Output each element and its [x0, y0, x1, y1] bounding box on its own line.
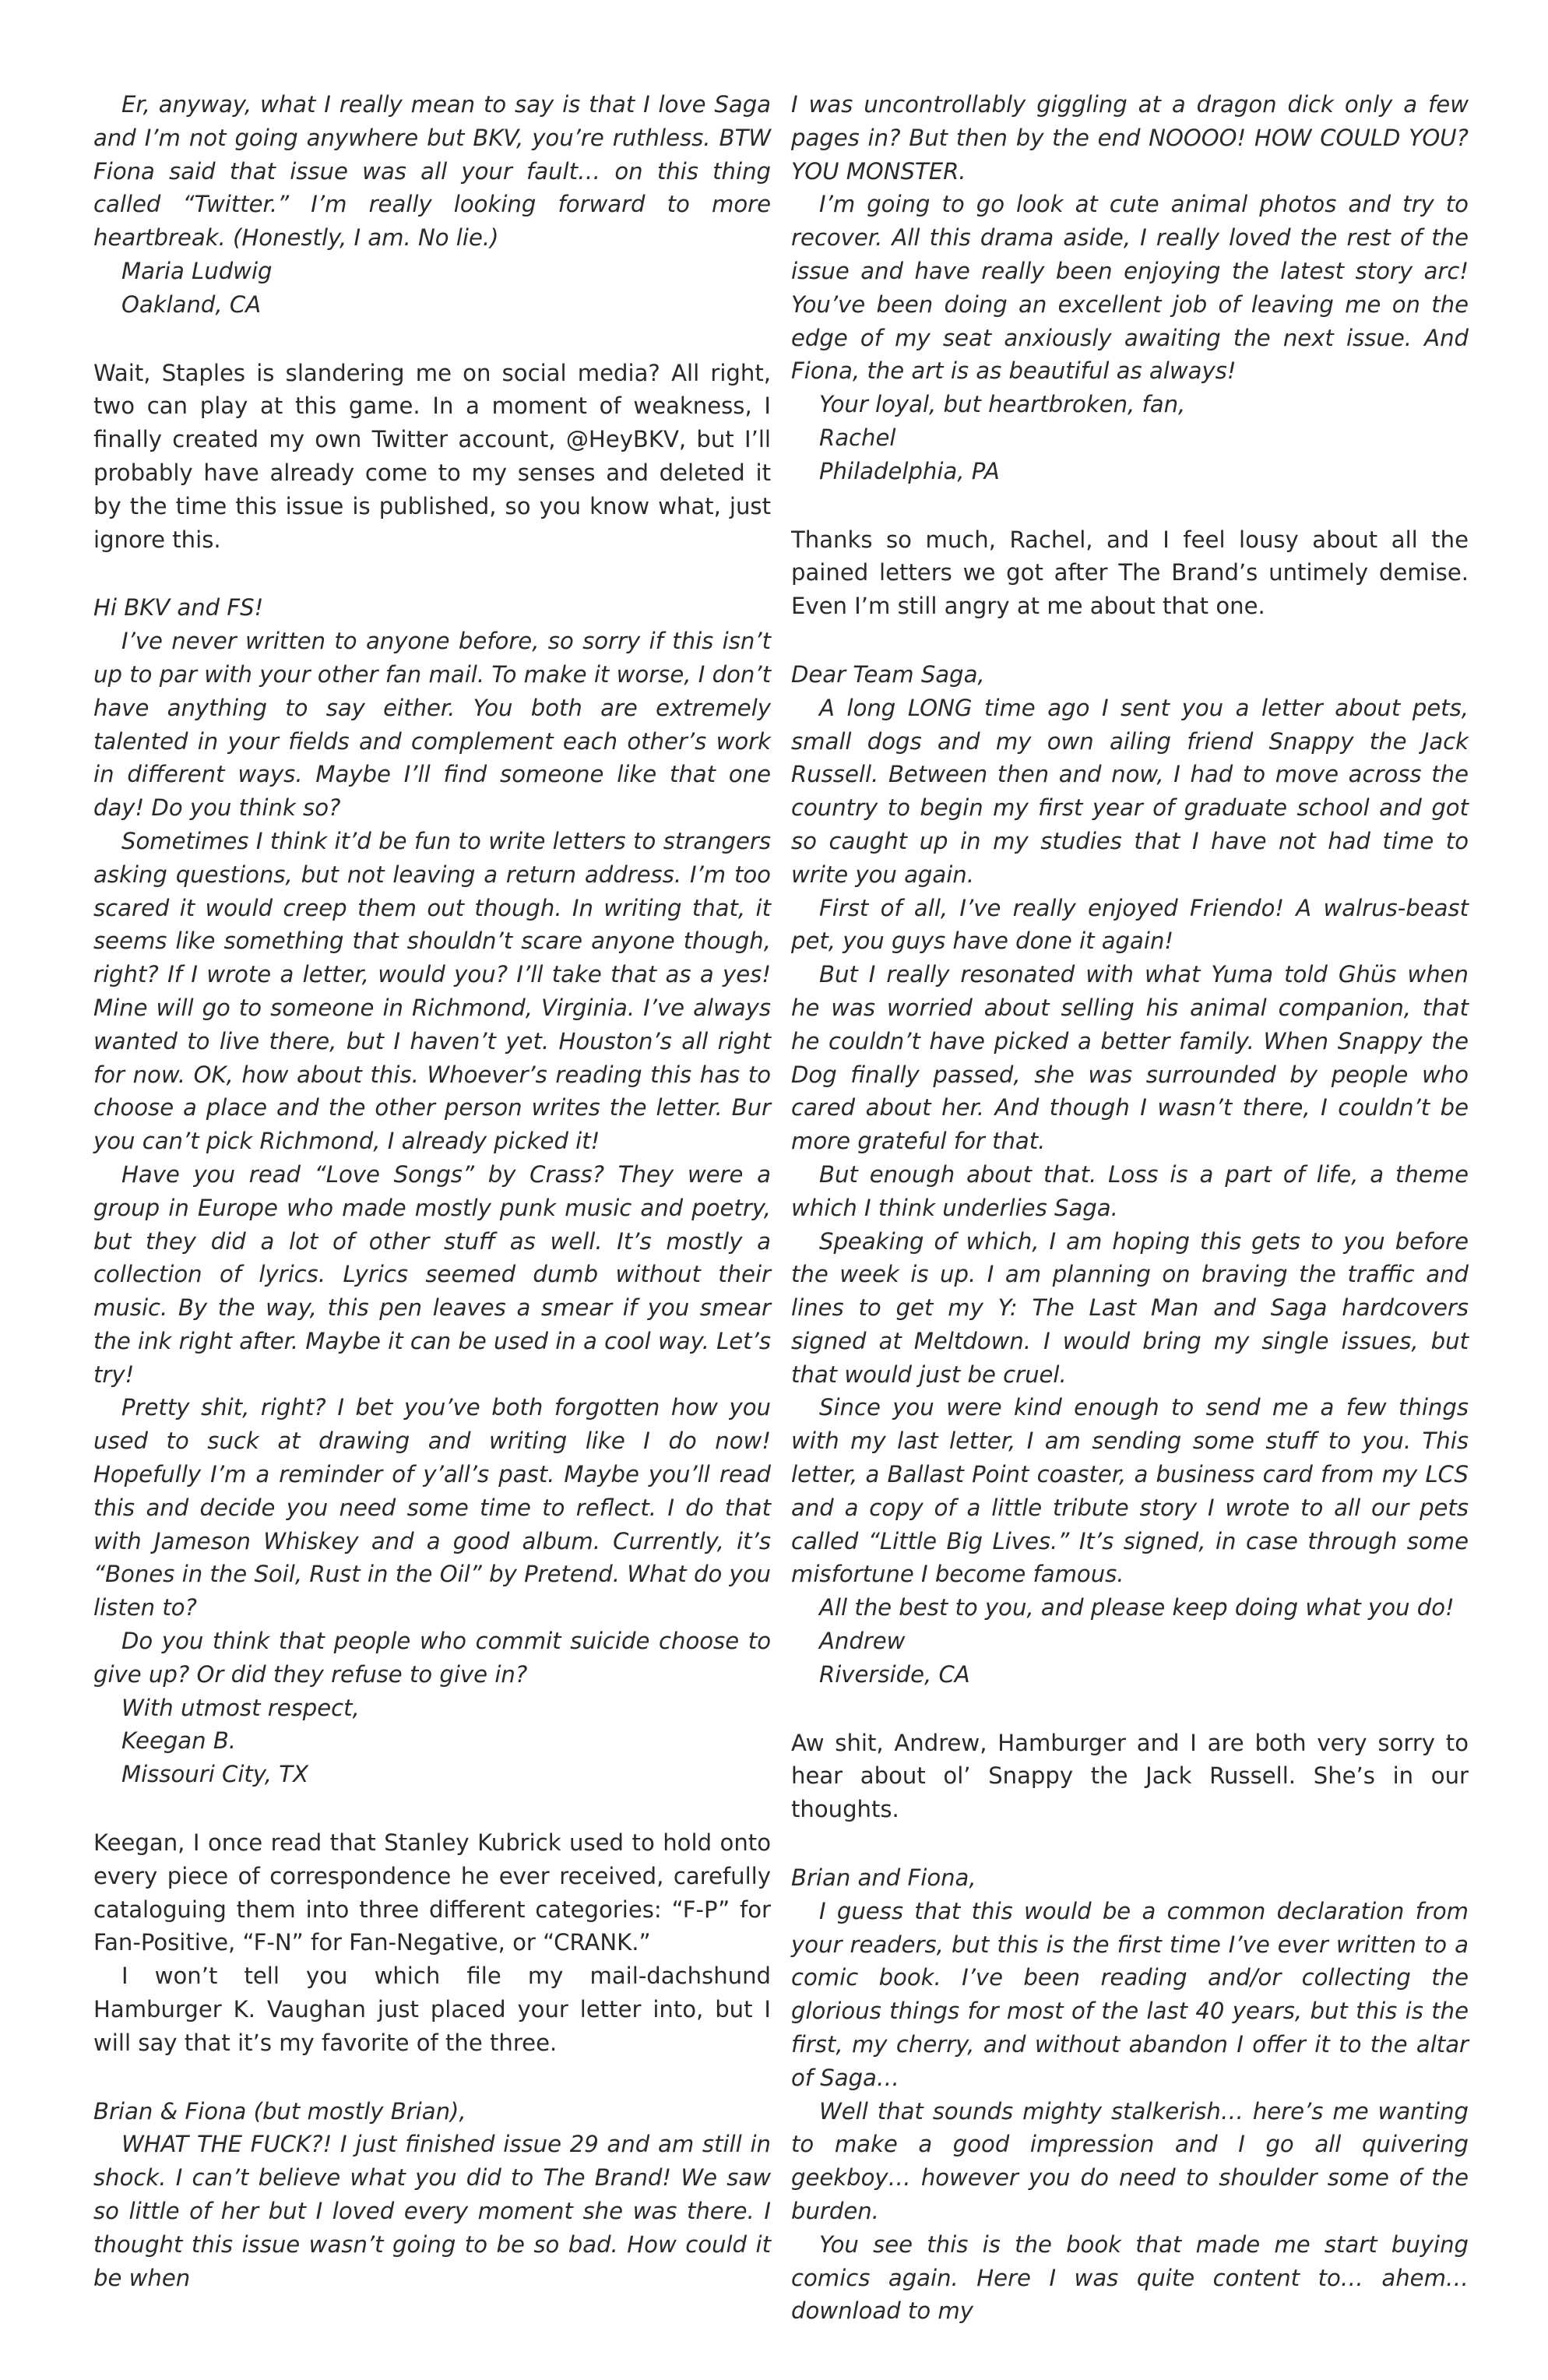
editor-reply-paragraph: I won’t tell you which file my mail-dachshund Hamburger K. Vaughan just placed your letter into, but I will say that it’s my favorite of the three.: [93, 1963, 771, 2056]
letter-paragraph: But I really resonated with what Yuma told Ghüs when he was worried about selling his animal companion, that he couldn’t have picked a better family. When Snappy the Dog finally passed, she was surrounded by people who cared about her. And though I wasn’t there, I couldn’t be more grateful for that.: [791, 961, 1469, 1155]
letter-signature-line: Your loyal, but heartbroken, fan,: [819, 391, 1186, 418]
letter-paragraph: Brian and Fiona,: [791, 1864, 976, 1892]
letter-signature-line: Keegan B.: [121, 1727, 237, 1755]
letter-signature-line: Rachel: [819, 424, 896, 451]
letter-paragraph: All the best to you, and please keep doing what you do!: [819, 1594, 1455, 1621]
letter-paragraph: I was uncontrollably giggling at a dragon dick only a few pages in? But then by the end NOOOO! HOW COULD YOU? YOU MONSTER.: [791, 91, 1469, 185]
letter-signature-line: With utmost respect,: [121, 1694, 360, 1721]
left-column: [93, 88, 771, 2294]
letter-paragraph: Speaking of which, I am hoping this gets to you before the week is up. I am planning on braving the traffic and lines to get my Y: The Last Man and Saga hardcovers signed at Meltdown. I would bring my single issues, but that would just be cruel.: [791, 1227, 1469, 1388]
letter-paragraph: I’m going to go look at cute animal photos and try to recover. All this drama aside, I really loved the rest of the issue and have really been enjoying the latest story arc! You’ve been doing an excellent job of leaving me on the edge of my seat anxiously awaiting the next issue. And Fiona, the art is as beautiful as always!: [791, 191, 1469, 385]
letter-paragraph: I guess that this would be a common declaration from your readers, but this is the first time I’ve ever written to a comic book. I’ve been reading and/or collecting the glorious things for most of the last 40 years, but this is the first, my cherry, and without abandon I offer it to the altar of Saga…: [791, 1897, 1469, 2091]
letter-paragraph: Pretty shit, right? I bet you’ve both forgotten how you used to suck at drawing and writing like I do now! Hopefully I’m a reminder of y’all’s past. Maybe you’ll read this and decide you need some time to reflect. I do that with Jameson Whiskey and a good album. Currently, it’s “Bones in the Soil, Rust in the Oil” by Pretend. What do you listen to?: [93, 1394, 771, 1621]
letter-signature-line: Maria Ludwig: [121, 257, 273, 284]
right-column: [791, 88, 1469, 2328]
editor-reply-paragraph: Wait, Staples is slandering me on social media? All right, two can play at this game. In a moment of weakness, I finally created my own Twitter account, @HeyBKV, but I’ll probably have already come to my senses and deleted it by the time this issue is published, so you know what, just ignore this.: [93, 359, 771, 553]
letter-paragraph: But enough about that. Loss is a part of life, a theme which I think underlies Saga.: [791, 1160, 1469, 1221]
letter-paragraph: You see this is the book that made me start buying comics again. Here I was quite content to… ahem… download to my: [791, 2230, 1469, 2325]
editor-reply-paragraph: Thanks so much, Rachel, and I feel lousy about all the pained letters we got after The Brand’s untimely demise. Even I’m still angry at me about that one.: [791, 526, 1469, 620]
editor-reply-paragraph: Keegan, I once read that Stanley Kubrick used to hold onto every piece of correspondence he ever received, carefully cataloguing them into three different categories: “F-P” for Fan-Positive, “F-N” for Fan-Negative, or “CRANK.”: [93, 1829, 771, 1956]
letter-paragraph: Dear Team Saga,: [791, 660, 985, 688]
letter-paragraph: Er, anyway, what I really mean to say is that I love Saga and I’m not going anywhere but BKV, you’re ruthless. BTW Fiona said that issue was all your fault… on this thing called “Twitter.” I’m really looking forward to more heartbreak. (Honestly, I am. No lie.): [93, 91, 771, 252]
letter-paragraph: Sometimes I think it’d be fun to write letters to strangers asking questions, but not leaving a return address. I’m too scared it would creep them out though. In writing that, it seems like something that shouldn’t scare anyone though, right? If I wrote a letter, would you? I’ll take that as a yes! Mine will go to someone in Richmond, Virginia. I’ve always wanted to live there, but I haven’t yet. Houston’s all right for now. OK, how about this. Whoever’s reading this has to choose a place and the other person writes the letter. Bur you can’t pick Richmond, I already picked it!: [93, 827, 771, 1155]
letter-paragraph: I’ve never written to anyone before, so sorry if this isn’t up to par with your other fan mail. To make it worse, I don’t have anything to say either. You both are extremely talented in your fields and complement each other’s work in different ways. Maybe I’ll find someone like that one day! Do you think so?: [93, 628, 771, 822]
letter-paragraph: WHAT THE FUCK?! I just finished issue 29 and am still in shock. I can’t believe what you did to The Brand! We saw so little of her but I loved every moment she was there. I thought this issue wasn’t going to be so bad. How could it be when: [93, 2131, 771, 2291]
letter-paragraph: Brian & Fiona (but mostly Brian),: [93, 2097, 466, 2125]
letter-paragraph: Hi BKV and FS!: [93, 594, 264, 621]
letter-paragraph: Have you read “Love Songs” by Crass? They were a group in Europe who made mostly punk music and poetry, but they did a lot of other stuff as well. It’s mostly a collection of lyrics. Lyrics seemed dumb without their music. By the way, this pen leaves a smear if you smear the ink right after. Maybe it can be used in a cool way. Let’s try!: [93, 1160, 771, 1388]
letter-paragraph: A long LONG time ago I sent you a letter about pets, small dogs and my own ailing friend Snappy the Jack Russell. Between then and now, I had to move across the country to begin my first year of graduate school and got so caught up in my studies that I have not had time to write you again.: [791, 694, 1469, 888]
letter-signature-line: Riverside, CA: [819, 1660, 970, 1688]
letter-signature-line: Philadelphia, PA: [819, 457, 1000, 484]
letter-paragraph: First of all, I’ve really enjoyed Friendo! A walrus-beast pet, you guys have done it again!: [791, 894, 1469, 955]
letter-paragraph: Well that sounds mighty stalkerish… here’s me wanting to make a good impression and I go all quivering geekboy… however you do need to shoulder some of the burden.: [791, 2097, 1469, 2225]
editor-reply-paragraph: Aw shit, Andrew, Hamburger and I are both very sorry to hear about ol’ Snappy the Jack Russell. She’s in our thoughts.: [791, 1729, 1469, 1823]
letter-signature-line: Andrew: [819, 1628, 906, 1655]
letter-paragraph: Do you think that people who commit suicide choose to give up? Or did they refuse to give in?: [93, 1628, 771, 1688]
letter-paragraph: Since you were kind enough to send me a few things with my last letter, I am sending some stuff to you. This letter, a Ballast Point coaster, a business card from my LCS and a copy of a little tribute story I wrote to all our pets called “Little Big Lives.” It’s signed, in case through some misfortune I become famous.: [791, 1394, 1469, 1588]
letter-signature-line: Oakland, CA: [121, 290, 262, 318]
letter-signature-line: Missouri City, TX: [121, 1761, 308, 1788]
